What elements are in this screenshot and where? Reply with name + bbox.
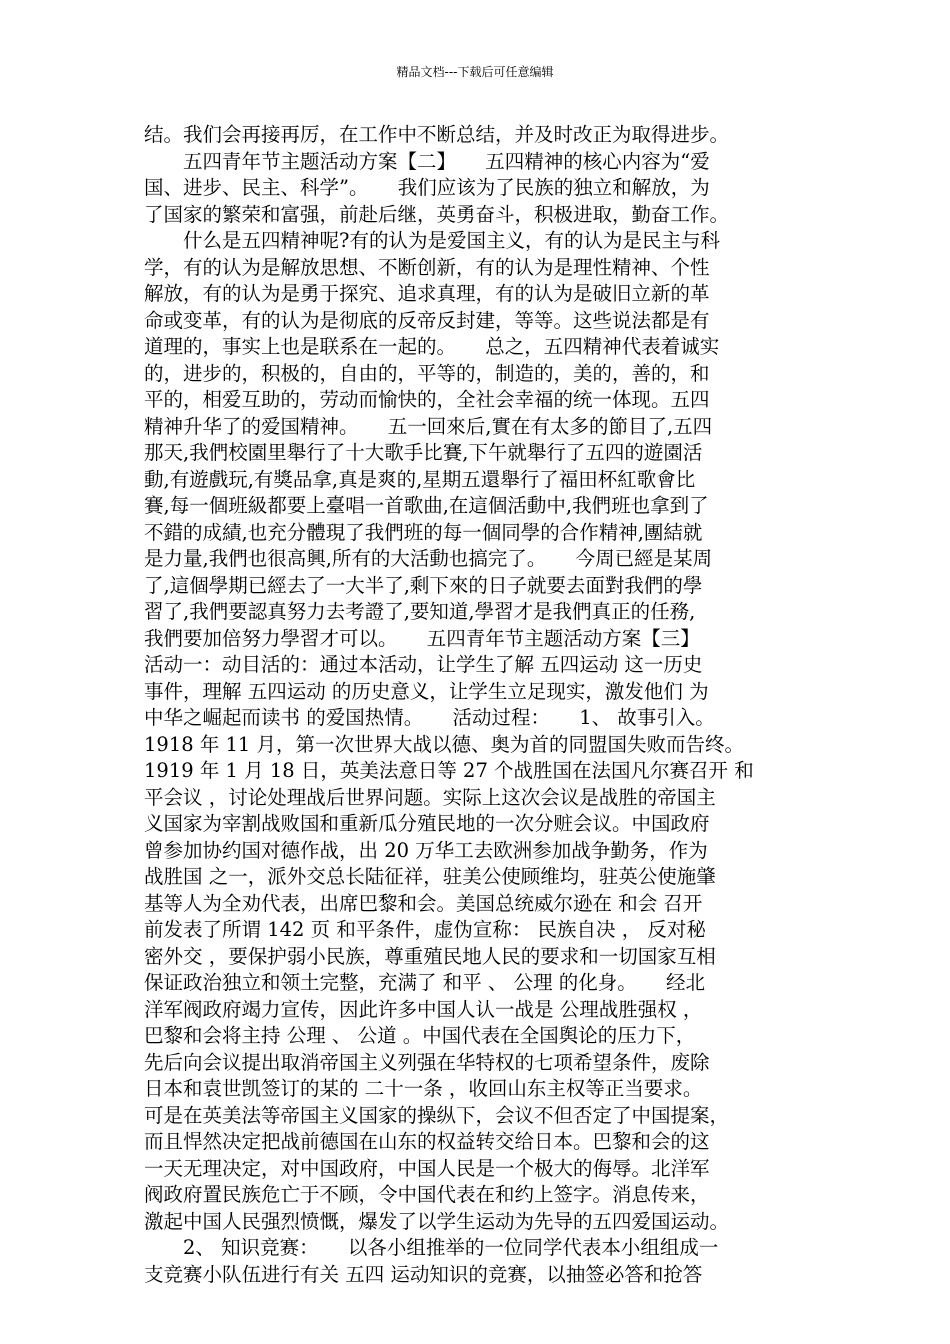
text-line: 賽,每一個班級都要上臺唱一首歌曲,在這個活動中,我們班也拿到了: [144, 494, 709, 517]
text-line: 日本和袁世凯签订的某的 二十一条 ，收回山东主权等正当要求。: [144, 1077, 703, 1100]
text-line: 那天,我們校園里舉行了十大歌手比賽,下午就舉行了五四的遊園活: [144, 441, 703, 464]
text-line: 2、 知识竞赛： 以各小组推举的一位同学代表本小组组成一: [183, 1236, 719, 1259]
text-line: 国、进步、民主、科学”。 我们应该为了民族的独立和解放，为: [144, 176, 710, 199]
text-line: 阀政府置民族危亡于不顾，令中国代表在和约上签字。消息传来，: [144, 1183, 710, 1206]
text-line: 習了,我們要認真努力去考證了,要知道,學習才是我們真正的任務,: [144, 600, 696, 623]
text-line: 是力量,我們也很高興,所有的大活動也搞完了。 今周已經是某周: [144, 547, 713, 570]
text-line: 学，有的认为是解放思想、不断创新，有的认为是理性精神、个性: [144, 255, 710, 279]
text-line: 一天无理决定，对中国政府，中国人民是一个极大的侮辱。北洋军: [144, 1156, 710, 1180]
text-line: 保证政治独立和领土完整，充满了 和平 、 公理 的化身。 经北: [144, 971, 706, 994]
document-body: [144, 122, 814, 1288]
text-line: 了,這個學期已經去了一大半了,剩下來的日子就要去面對我們的學: [144, 573, 703, 597]
text-line: 精神升华了的爱国精神。 五一回來后,實在有太多的節目了,五四: [144, 414, 713, 438]
text-line: 道理的，事实上也是联系在一起的。 总之，五四精神代表着诚实: [144, 335, 720, 358]
text-line: 的，进步的，积极的，自由的，平等的，制造的，美的，善的，和: [144, 361, 710, 385]
text-line: 曾参加协约国对德作战，出 20 万华工去欧洲参加战争勤务，作为: [144, 838, 708, 862]
text-line: 而且悍然决定把战前德国在山东的权益转交给日本。巴黎和会的这: [144, 1130, 710, 1153]
text-line: 激起中国人民强烈愤慨，爆发了以学生运动为先导的五四爱国运动。: [144, 1209, 730, 1233]
text-line: 基等人为全劝代表，出席巴黎和会。美国总统威尔逊在 和会 召开: [144, 891, 703, 915]
text-line: 動,有遊戲玩,有獎品拿,真是爽的,星期五還舉行了福田杯紅歌會比: [144, 467, 696, 491]
text-line: 事件，理解 五四运动 的历史意义，让学生立足现实，激发他们 为: [144, 679, 709, 703]
text-line: 可是在英美法等帝国主义国家的操纵下，会议不但否定了中国提案，: [144, 1103, 730, 1127]
text-line: 我們要加倍努力學習才可以。 五四青年节主题活动方案【三】: [144, 626, 700, 650]
text-line: 支竞赛小队伍进行有关 五四 运动知识的竞赛，以抽签必答和抢答: [144, 1262, 703, 1286]
text-line: 1919 年 1 月 18 日，英美法意日等 27 个战胜国在法国凡尔赛召开 和: [144, 759, 754, 782]
text-line: 中华之崛起而读书 的爱国热情。 活动过程： 1、 故事引入。: [144, 706, 715, 729]
page-header: 精品文档---下载后可任意编辑: [396, 65, 554, 79]
text-line: 义国家为宰割战败国和重新瓜分殖民地的一次分赃会议。中国政府: [144, 812, 710, 835]
text-line: 了国家的繁荣和富强，前赴后继，英勇奋斗，积极进取，勤奋工作。: [144, 202, 730, 226]
text-line: 战胜国 之一，派外交总长陆征祥，驻美公使顾维均，驻英公使施肇: [144, 865, 716, 888]
text-line: 先后向会议提出取消帝国主义列强在华特权的七项希望条件，废除: [144, 1050, 710, 1074]
text-line: 1918 年 11 月，第一次世界大战以德、奥为首的同盟国失败而告终。: [144, 732, 745, 756]
text-line: 平会议 ，讨论处理战后世界问题。实际上这次会议是战胜的帝国主: [144, 785, 716, 809]
text-line: 前发表了所谓 142 页 和平条件，虚伪宣称： 民族自决 ， 反对秘: [144, 918, 706, 941]
text-line: 结。我们会再接再厉，在工作中不断总结，并及时改正为取得进步。: [144, 123, 730, 146]
text-line: 不錯的成績,也充分體現了我們班的每一個同學的合作精神,團結就: [144, 520, 703, 544]
text-line: 命或变革，有的认为是彻底的反帝反封建，等等。这些说法都是有: [144, 308, 710, 332]
text-line: 洋军阀政府竭力宣传，因此许多中国人认一战是 公理战胜强权 ，: [144, 997, 703, 1021]
text-line: 平的，相爱互助的，劳动而愉快的，全社会幸福的统一体现。五四: [144, 388, 710, 411]
text-line: 什么是五四精神呢?有的认为是爱国主义，有的认为是民主与科: [183, 229, 720, 252]
text-line: 五四青年节主题活动方案【二】 五四精神的核心内容为“爱: [183, 149, 710, 173]
text-line: 巴黎和会将主持 公理 、 公道 。中国代表在全国舆论的压力下，: [144, 1024, 696, 1047]
text-line: 活动一：动目活的：通过本活动，让学生了解 五四运动 这一历史: [144, 653, 703, 676]
text-line: 解放，有的认为是勇于探究、追求真理，有的认为是破旧立新的革: [144, 282, 710, 305]
text-line: 密外交 ，要保护弱小民族，尊重殖民地人民的要求和一切国家互相: [144, 944, 716, 968]
